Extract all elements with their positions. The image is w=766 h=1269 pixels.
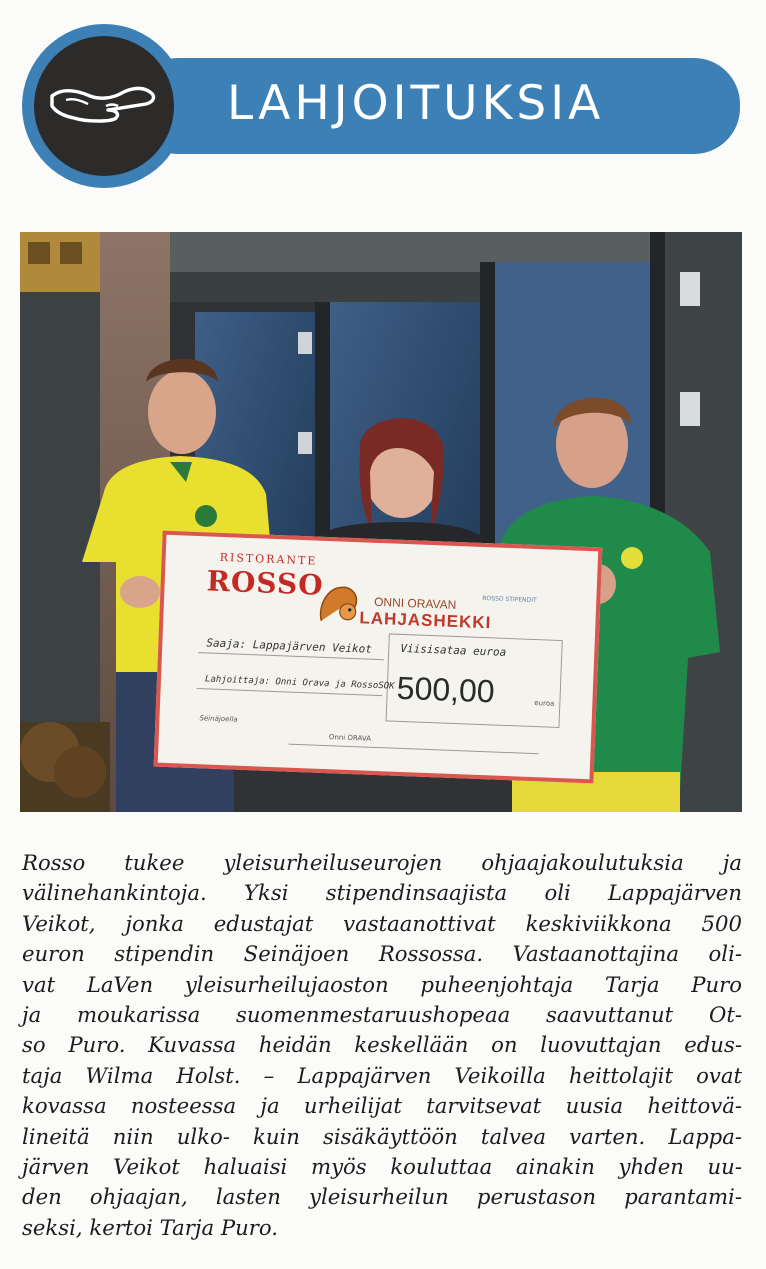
cheque-donor: Lahjoittaja: Onni Orava ja RossoSOK <box>204 674 395 692</box>
caption-line: lineitä niin ulko- kuin sisäkäyttöön talvea varten. Lappa- <box>22 1123 742 1149</box>
caption-line: välinehankintoja. Yksi stipendinsaajista oli Lappajärven <box>22 880 742 906</box>
news-photo <box>20 232 742 812</box>
cheque-signature-label: Seinäjoella <box>199 714 238 724</box>
caption-line: Veikot, jonka edustajat vastaanottivat keskiviikkona 500 <box>22 910 742 936</box>
donation-cheque <box>154 531 603 784</box>
cheque-mascot-line1: ONNI ORAVAN <box>373 594 457 612</box>
photo-caption <box>22 848 742 1243</box>
cheque-brand-top: RISTORANTE <box>219 550 318 568</box>
banner-emblem-inner <box>34 36 174 176</box>
caption-line: Rosso tukee yleisurheiluseurojen ohjaajakoulutuksia ja <box>22 850 742 875</box>
caption-line: järven Veikot haluaisi myös kouluttaa ainakin yhden uu- <box>22 1154 742 1180</box>
cheque-signature: Onni ORAVA <box>328 733 372 743</box>
caption-line: so Puro. Kuvassa heidän keskellään on luovuttajan edus- <box>22 1032 742 1058</box>
section-banner <box>22 24 744 188</box>
cheque-amount: 500,00 <box>396 669 496 710</box>
caption-line: seksi, kertoi Tarja Puro. <box>22 1214 278 1240</box>
cheque-amount-words: Viisisataa euroa <box>400 641 507 659</box>
section-title: LAHJOITUKSIA <box>227 76 605 131</box>
cheque-receiver: Saaja: Lappajärven Veikot <box>206 636 373 656</box>
caption-line: ja moukarissa suomenmestaruushopeaa saavuttanut Ot- <box>22 1002 742 1028</box>
cheque-mascot-line2: LAHJASHEKKI <box>359 608 492 633</box>
cheque-brand-logo: ROSSO <box>206 564 325 602</box>
caption-line: taja Wilma Holst. – Lappajärven Veikoilla heittolajit ovat <box>22 1062 742 1088</box>
caption-line: vat LaVen yleisurheilujaoston puheenjohtaja Tarja Puro <box>22 971 742 997</box>
caption-line: kovassa nosteessa ja urheilijat tarvitsevat uusia heittovä- <box>22 1093 742 1119</box>
caption-line: den ohjaajan, lasten yleisurheilun perustason parantami- <box>22 1184 742 1210</box>
caption-line: euron stipendin Seinäjoen Rossossa. Vastaanottajina oli- <box>22 941 742 967</box>
open-hand-icon <box>46 76 162 136</box>
banner-emblem <box>22 24 186 188</box>
cheque-sponsor: ROSSO STIPENDIT <box>482 594 537 605</box>
cheque-currency: euroa <box>534 699 555 708</box>
